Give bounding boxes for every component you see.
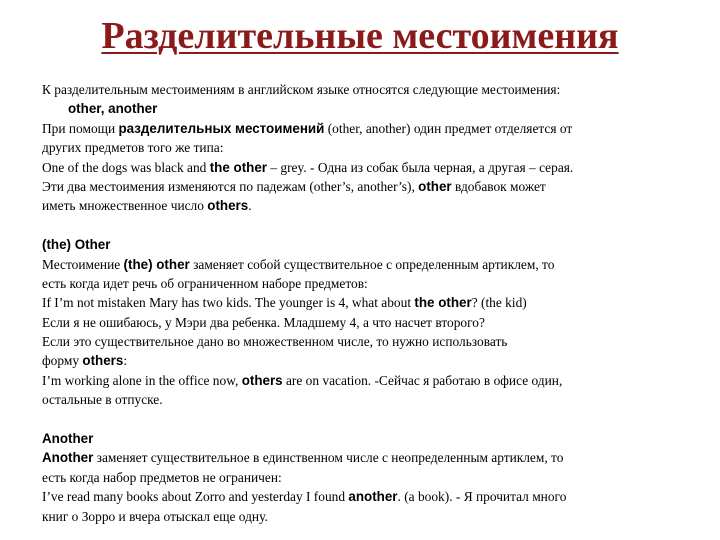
another-line-1-bold: Another	[42, 450, 94, 466]
another-section	[42, 429, 692, 526]
another-line-4: книг о Зорро и вчера отыскал еще одну.	[42, 508, 268, 524]
slide-title: Разделительные местоимения	[101, 15, 619, 57]
intro-line-6	[42, 177, 692, 196]
another-heading: Another	[42, 431, 94, 447]
paragraph-gap	[42, 216, 692, 235]
intro-line-3-post: (other, another) один предмет отделяется от	[324, 120, 573, 136]
another-example-bold: another	[348, 489, 398, 505]
intro-line-3-bold: разделительных местоимений	[118, 120, 325, 136]
the-other-example-ru: Если я не ошибаюсь, у Мэри два ребенка. Младшему 4, а что насчет второго?	[42, 314, 485, 330]
the-other-line-7-bold: others	[241, 372, 283, 388]
another-line-2: есть когда набор предметов не ограничен:	[42, 469, 282, 485]
the-other-line-7-pre: I’m working alone in the office now,	[42, 372, 242, 388]
the-other-example-en-pre: If I’m not mistaken Mary has two kids. The younger is 4, what about	[42, 295, 415, 311]
the-other-line-1-bold: (the) other	[123, 256, 190, 272]
intro-example-line	[42, 158, 692, 177]
intro-line-7-post: .	[248, 198, 252, 214]
intro-line-3	[42, 119, 692, 138]
the-other-line-6	[42, 351, 692, 370]
intro-line-1: К разделительным местоимениям в английском языке относятся следующие местоимения:	[42, 82, 561, 97]
intro-example-pre: One of the dogs was black and	[42, 159, 210, 175]
another-example-post: . (a book). - Я прочитал много	[397, 489, 567, 505]
intro-line-6-bold: other	[418, 178, 452, 194]
intro-line-6-pre: Эти два местоимения изменяются по падежам (other’s, another’s),	[42, 178, 419, 194]
the-other-line-8: остальные в отпуске.	[42, 392, 163, 408]
intro-line-7-pre: иметь множественное число	[42, 198, 208, 214]
the-other-heading: (the) Other	[42, 237, 111, 253]
the-other-line-1-pre: Местоимение	[42, 256, 124, 272]
the-other-line-2: есть когда идет речь об ограниченном наборе предметов:	[42, 275, 368, 291]
the-other-line-6-bold: others	[82, 353, 124, 369]
intro-line-7-bold: others	[207, 198, 249, 214]
the-other-line-1-post: заменяет собой существительное с определенным артиклем, то	[189, 256, 555, 272]
the-other-line-7-post: are on vacation. -Сейчас я работаю в офисе один,	[282, 372, 563, 388]
the-other-example-en	[42, 293, 692, 312]
intro-line-3-pre: При помощи	[42, 120, 119, 136]
the-other-section	[42, 235, 692, 410]
intro-example-bold: the other	[209, 159, 268, 175]
another-example-pre: I’ve read many books about Zorro and yesterday I found	[42, 489, 349, 505]
the-other-line-5: Если это существительное дано во множественном числе, то нужно использовать	[42, 334, 508, 350]
slide-body	[42, 80, 692, 526]
another-line-1	[42, 448, 692, 467]
the-other-line-1	[42, 255, 692, 274]
intro-line-7	[42, 196, 692, 215]
intro-line-4: других предметов того же типа:	[42, 140, 224, 156]
the-other-example-en-bold: the other	[414, 295, 472, 311]
paragraph-gap	[42, 410, 692, 429]
intro-section	[42, 80, 692, 216]
the-other-line-6-post: :	[123, 353, 128, 369]
the-other-line-6-pre: форму	[42, 353, 83, 369]
another-example-line	[42, 487, 692, 506]
intro-example-post: – grey. - Одна из собак была черная, а другая – серая.	[267, 159, 574, 175]
the-other-line-7	[42, 371, 692, 390]
intro-pronoun-list: other, another	[68, 101, 158, 117]
the-other-example-en-post: ? (the kid)	[471, 295, 527, 311]
another-line-1-post: заменяет существительное в единственном числе с неопределенным артиклем, то	[93, 450, 564, 466]
intro-line-6-post: вдобавок может	[451, 178, 546, 194]
